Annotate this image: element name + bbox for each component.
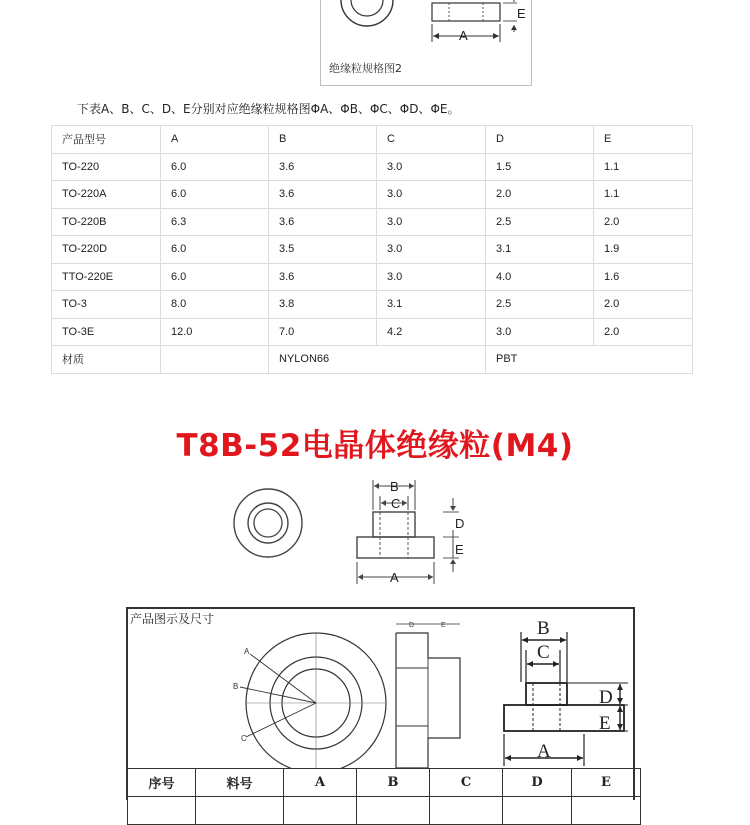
table-cell: 3.1 xyxy=(377,291,486,319)
table-header-cell: A xyxy=(284,769,357,797)
table-cell: 8.0 xyxy=(161,291,269,319)
table-header-cell: C xyxy=(430,769,503,797)
table-cell: 1.9 xyxy=(594,236,693,264)
table-cell: 3.0 xyxy=(377,236,486,264)
table-cell: 3.6 xyxy=(269,263,377,291)
table-cell: 4.2 xyxy=(377,318,486,346)
table-intro-text: 下表A、B、C、D、E分别对应绝缘粒规格图ΦA、ΦB、ΦC、ΦD、ΦE。 xyxy=(77,102,460,116)
dim-label-c: C xyxy=(391,496,401,511)
table-cell: 7.0 xyxy=(269,318,377,346)
table-row xyxy=(52,318,693,346)
material-empty xyxy=(161,346,269,374)
table-header-cell: B xyxy=(357,769,430,797)
table-cell: 1.6 xyxy=(594,263,693,291)
table-cell: 3.0 xyxy=(377,263,486,291)
table-row xyxy=(52,236,693,264)
inner-ring xyxy=(254,509,282,537)
lower-dim-a: A xyxy=(537,741,551,762)
lower-dim-d: D xyxy=(599,687,613,708)
table-cell: 2.5 xyxy=(486,208,594,236)
fig2-dim-e: E xyxy=(517,6,526,21)
table-cell: 4.0 xyxy=(486,263,594,291)
table-header-cell: D xyxy=(503,769,572,797)
material-row xyxy=(52,346,693,374)
table-cell: TO-220D xyxy=(52,236,161,264)
table-cell: 3.1 xyxy=(486,236,594,264)
lower-dim-c: C xyxy=(537,642,550,663)
table-cell: 3.6 xyxy=(269,208,377,236)
table-cell: TO-220A xyxy=(52,181,161,209)
table-cell: 3.0 xyxy=(377,181,486,209)
table-cell: 3.6 xyxy=(269,181,377,209)
table-row xyxy=(52,181,693,209)
pointer-c: C xyxy=(241,734,247,743)
dim-label-d: D xyxy=(455,516,465,531)
table-header-cell: B xyxy=(269,126,377,154)
table-cell: 6.0 xyxy=(161,236,269,264)
table-cell: 3.0 xyxy=(486,318,594,346)
spec-figure-2 xyxy=(320,0,532,86)
lower-dim-b: B xyxy=(537,618,550,639)
section-title: T8B-52电晶体绝缘粒(M4) xyxy=(176,428,574,464)
table-cell: 2.0 xyxy=(594,291,693,319)
table-cell: 1.1 xyxy=(594,153,693,181)
table-cell: 6.0 xyxy=(161,181,269,209)
table-cell: 2.0 xyxy=(486,181,594,209)
insulator-drawing xyxy=(225,470,485,590)
table-cell: 3.0 xyxy=(377,208,486,236)
table-header-cell: E xyxy=(572,769,641,797)
side-label-d: D xyxy=(409,622,415,629)
product-figure-drawing xyxy=(128,608,633,768)
table-cell: 12.0 xyxy=(161,318,269,346)
table-cell: 2.0 xyxy=(594,318,693,346)
spec-table xyxy=(51,125,693,374)
table-cell: TO-220B xyxy=(52,208,161,236)
table-header-cell: E xyxy=(594,126,693,154)
product-spec-table xyxy=(127,768,641,825)
table-cell: 6.3 xyxy=(161,208,269,236)
table-cell: 1.5 xyxy=(486,153,594,181)
table-row xyxy=(52,291,693,319)
dim-label-e: E xyxy=(455,542,464,557)
pointer-b: B xyxy=(233,682,239,691)
table-cell: 2.0 xyxy=(594,208,693,236)
table-cell: TO-220 xyxy=(52,153,161,181)
table-cell: TTO-220E xyxy=(52,263,161,291)
material-value-pbt: PBT xyxy=(486,346,693,374)
table-row xyxy=(52,153,693,181)
table-cell: 3.0 xyxy=(377,153,486,181)
table-cell: 2.5 xyxy=(486,291,594,319)
side-label-e: E xyxy=(441,622,446,629)
spec-figure-2-caption: 绝缘粒规格图2 xyxy=(329,62,402,75)
table-cell: 1.1 xyxy=(594,181,693,209)
dim-label-b: B xyxy=(390,479,399,494)
table-header-cell: 产品型号 xyxy=(52,126,161,154)
spec-figure-2-drawing xyxy=(321,0,531,58)
table-cell: 6.0 xyxy=(161,153,269,181)
table-header-cell: 料号 xyxy=(196,769,284,797)
table-cell: TO-3 xyxy=(52,291,161,319)
dim-label-a: A xyxy=(390,570,399,585)
material-label: 材质 xyxy=(52,346,161,374)
table-row xyxy=(52,208,693,236)
fig2-dim-a: A xyxy=(459,28,468,43)
table-cell: 3.8 xyxy=(269,291,377,319)
table-cell: TO-3E xyxy=(52,318,161,346)
material-value-nylon: NYLON66 xyxy=(269,346,486,374)
table-row xyxy=(52,263,693,291)
table-cell: 3.5 xyxy=(269,236,377,264)
product-figure-caption: 产品图示及尺寸 xyxy=(130,612,215,626)
outer-ring xyxy=(234,489,302,557)
table-cell: 6.0 xyxy=(161,263,269,291)
table-header-cell: 序号 xyxy=(128,769,196,797)
table-row xyxy=(128,797,641,825)
pointer-a: A xyxy=(244,647,250,656)
lower-dim-e: E xyxy=(599,713,611,734)
table-header-cell: C xyxy=(377,126,486,154)
table-header-row xyxy=(52,126,693,154)
table-header-row xyxy=(128,769,641,797)
table-header-cell: D xyxy=(486,126,594,154)
table-header-cell: A xyxy=(161,126,269,154)
table-cell: 3.6 xyxy=(269,153,377,181)
